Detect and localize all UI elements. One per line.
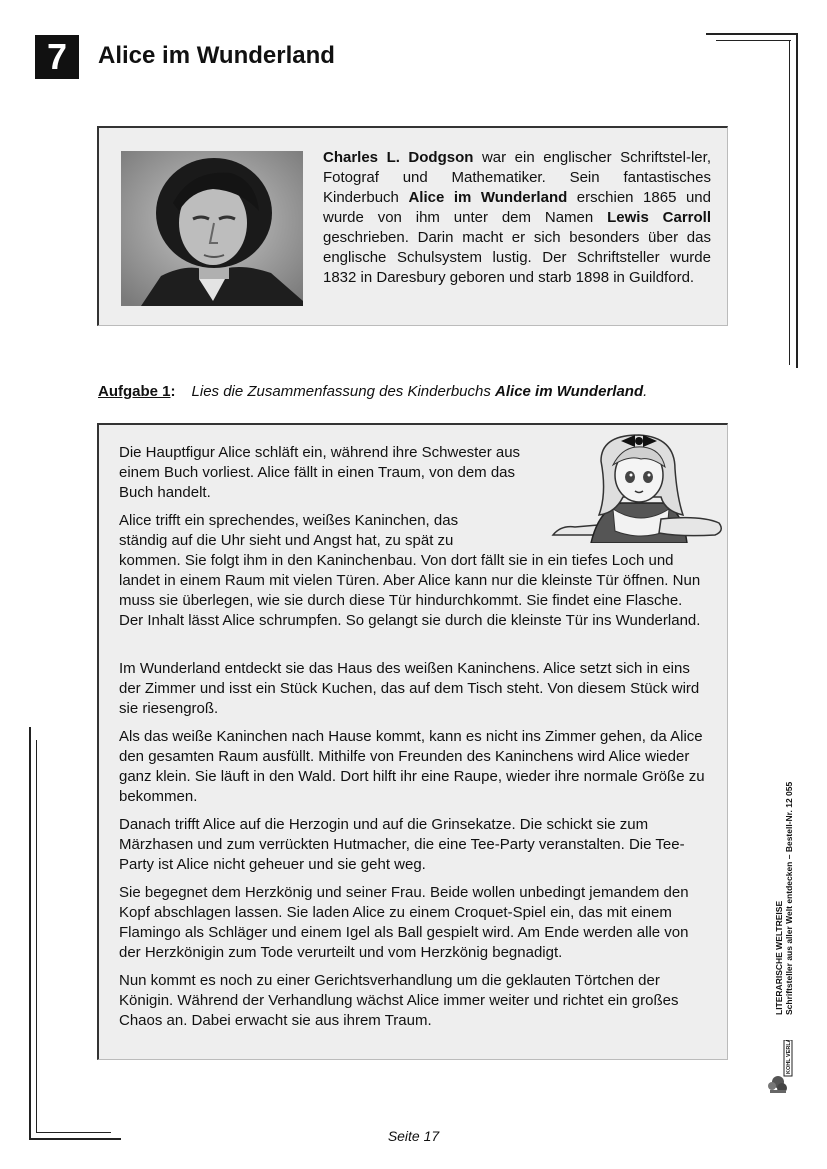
author-bio-text-3: geschrieben. Darin macht er sich besonders über das englische Schulsystem lustig. Der Schriftsteller wurde 1832 in Daresbury geboren und starb 1898 in Guildford. — [323, 229, 711, 286]
story-paragraph-3: Im Wunderland entdeckt sie das Haus des weißen Kaninchens. Alice setzt sich in eins der Zimmer und isst ein Stück Kuchen, das auf dem Tisch steht. Von diesem Stück wird sie riesengroß. — [119, 660, 700, 717]
frame-left-line-outer — [29, 727, 31, 1140]
frame-left-line-inner — [36, 740, 37, 1133]
series-subtitle-order-number: Schriftsteller aus aller Welt entdecken – Bestell-Nr. 12 055 — [784, 781, 794, 1015]
story-paragraph-2a: Alice trifft ein sprechendes, weißes Kaninchen, das ständig auf die Uhr sieht und Angst hat, zu spät zu — [119, 512, 459, 549]
task-separator: : — [170, 383, 176, 400]
story-paragraph-4: Als das weiße Kaninchen nach Hause kommt, kann es nicht ins Zimmer gehen, da Alice den gesamten Raum ausfüllt. Mithilfe von Freunden des Kaninchens wird Alice wieder ganz klein. Sie läuft in den Wald. Dort hilft ihr eine Raupe, wieder ihre normale Größe zu bekommen. — [119, 728, 705, 805]
author-biography — [323, 148, 711, 288]
story-paragraph-5: Danach trifft Alice auf die Herzogin und auf die Grinsekatze. Die schickt sie zum Märzhasen und zum verrückten Hutmacher, die eine Tee-Party veranstalten. Die Tee-Party ist Alice nicht geheuer und sie geht weg. — [119, 816, 685, 873]
story-paragraph-2b: kommen. Sie folgt ihm in den Kaninchenbau. Von dort fällt sie in ein tiefes Loch und landet in einem Raum mit vielen Türen. Aber Alice kann nur die kleinste Tür öffnen. Nun muss sie überlegen, wie sie durch diese Tür hindurchkommt. Sie findet eine Flasche. Der Inhalt lässt Alice schrumpfen. So gelangt sie durch die kleinste Tür ins Wunderland. — [119, 552, 701, 629]
story-paragraph-6: Sie begegnet dem Herzkönig und seiner Frau. Beide wollen unbedingt jemandem den Kopf abschlagen lassen. Sie laden Alice zu einem Croquet-Spiel ein, das mit einem Flamingo als Schläger und einem Igel als Ball gespielt wird. Am Ende werden alle von der Herzkönigin zum Tode verurteilt und vom Herzkönig begnadigt. — [119, 884, 689, 961]
task-text-main: Lies die Zusammenfassung des Kinderbuchs — [191, 383, 496, 400]
task-label: Aufgabe 1 — [98, 383, 171, 400]
publisher-side-label — [774, 782, 794, 1015]
frame-right-line-inner — [789, 40, 790, 365]
chapter-number: 7 — [46, 36, 68, 77]
page-number: Seite 17 — [387, 1128, 440, 1144]
frame-right-line-outer — [796, 33, 798, 368]
task-text-end: . — [643, 383, 648, 400]
chapter-number-badge — [35, 35, 79, 79]
task-book-title: Alice im Wunderland — [495, 383, 644, 400]
task-text — [192, 383, 648, 400]
frame-top-right-line-outer — [706, 33, 798, 35]
author-bio-text-2: erschien 1865 und wurde von ihm unter dem Namen — [323, 189, 711, 226]
publisher-logo-text: KOHL VERLAG — [786, 1040, 792, 1074]
author-info-box — [97, 126, 728, 326]
publisher-logo — [766, 1040, 800, 1095]
author-bio-text-1: war ein englischer Schriftstel-ler, Fotograf und Mathematiker. Sein fantastisches Kinderbuch — [323, 149, 711, 206]
frame-top-right-line-inner — [716, 40, 791, 41]
series-title: LITERARISCHE WELTREISE — [774, 900, 784, 1015]
task-instruction — [98, 383, 647, 400]
story-paragraph-1: Die Hauptfigur Alice schläft ein, während ihre Schwester aus einem Buch vorliest. Alice fällt in einen Traum, von dem das Buch handelt. — [119, 444, 521, 501]
book-title: Alice im Wunderland — [408, 189, 568, 206]
page-title: Alice im Wunderland — [98, 42, 335, 69]
pen-name: Lewis Carroll — [607, 209, 712, 226]
author-portrait-image — [121, 151, 303, 306]
author-name: Charles L. Dodgson — [323, 149, 474, 166]
story-paragraph-7: Nun kommt es noch zu einer Gerichtsverhandlung um die geklauten Törtchen der Königin. Während der Verhandlung wächst Alice immer weiter und richtet ein großes Chaos an. Dabei erwacht sie aus ihrem Traum. — [119, 972, 679, 1029]
alice-illustration — [551, 431, 726, 543]
story-summary-box — [97, 423, 728, 1060]
